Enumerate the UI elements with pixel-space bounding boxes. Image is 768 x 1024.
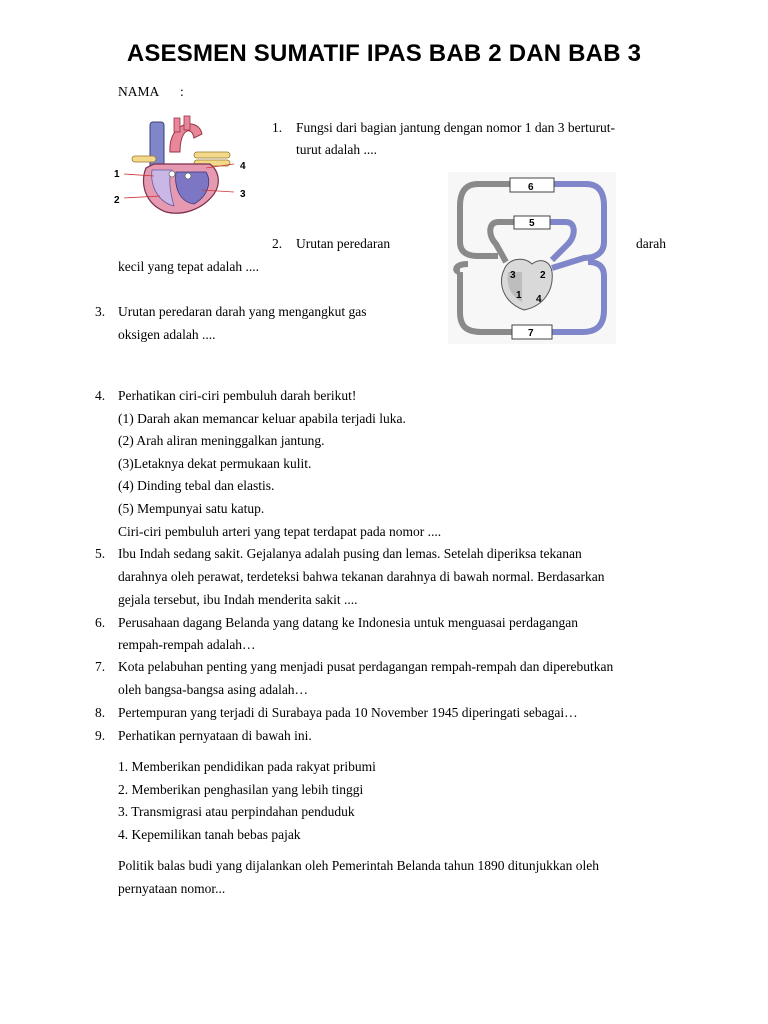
q6-line1: Perusahaan dagang Belanda yang datang ke Indonesia untuk menguasai perdagangan [118, 615, 578, 630]
circulation-diagram [448, 172, 616, 344]
q9-line1: Politik balas budi yang dijalankan oleh Pemerintah Belanda tahun 1890 ditunjukkan oleh [118, 858, 600, 873]
q2-part2: darah [636, 236, 666, 251]
q5-line1: Ibu Indah sedang sakit. Gejalanya adalah pusing dan lemas. Setelah diperiksa tekanan [118, 546, 582, 561]
name-colon: : [180, 84, 184, 99]
circ-label-2: 2 [540, 270, 546, 281]
heart-diagram [110, 112, 256, 220]
q9-item-1: 1. Memberikan pendidikan pada rakyat pribumi [118, 759, 376, 774]
q2-number: 2. [272, 236, 283, 251]
q9-item-3: 3. Transmigrasi atau perpindahan penduduk [118, 804, 355, 819]
circ-label-3: 3 [510, 270, 516, 281]
q6-line2: rempah-rempah adalah… [118, 637, 256, 652]
name-label: NAMA [118, 84, 160, 99]
q3-number: 3. [95, 304, 106, 319]
circ-label-5: 5 [529, 218, 535, 229]
q9-intro: Perhatikan pernyataan di bawah ini. [118, 728, 312, 743]
circ-label-4: 4 [536, 294, 542, 305]
q2-line2: kecil yang tepat adalah .... [118, 259, 259, 274]
heart-label-3: 3 [240, 189, 246, 200]
q5-number: 5. [95, 546, 106, 561]
heart-label-4: 4 [240, 161, 246, 172]
q7-line1: Kota pelabuhan penting yang menjadi pusat perdagangan rempah-rempah dan diperebutkan [118, 659, 614, 674]
q9-number: 9. [95, 728, 106, 743]
circ-label-1: 1 [516, 290, 522, 301]
q2-part1: Urutan peredaran [296, 236, 391, 251]
q9-item-4: 4. Kepemilikan tanah bebas pajak [118, 827, 301, 842]
q4-item-1: (1) Darah akan memancar keluar apabila terjadi luka. [118, 411, 406, 426]
q7-number: 7. [95, 659, 106, 674]
circ-label-6: 6 [528, 182, 534, 193]
q4-item-2: (2) Arah aliran meninggalkan jantung. [118, 433, 325, 448]
q9-line2: pernyataan nomor... [118, 881, 226, 896]
q6-number: 6. [95, 615, 106, 630]
q5-line2: darahnya oleh perawat, terdeteksi bahwa tekanan darahnya di bawah normal. Berdasarkan [118, 569, 605, 584]
q8-line1: Pertempuran yang terjadi di Surabaya pada 10 November 1945 diperingati sebagai… [118, 705, 578, 720]
q1-number: 1. [272, 120, 283, 135]
q3-line2: oksigen adalah .... [118, 327, 216, 342]
q4-item-3: (3)Letaknya dekat permukaan kulit. [118, 456, 312, 471]
q5-line3: gejala tersebut, ibu Indah menderita sakit .... [118, 592, 358, 607]
q4-item-5: (5) Mempunyai satu katup. [118, 501, 265, 516]
heart-label-2: 2 [114, 195, 120, 206]
q4-number: 4. [95, 388, 106, 403]
q8-number: 8. [95, 705, 106, 720]
q9-item-2: 2. Memberikan penghasilan yang lebih tinggi [118, 782, 364, 797]
q3-line1: Urutan peredaran darah yang mengangkut gas [118, 304, 367, 319]
circ-label-7: 7 [528, 328, 534, 339]
page-title: ASESMEN SUMATIF IPAS BAB 2 DAN BAB 3 [126, 40, 642, 67]
q1-line2: turut adalah .... [296, 142, 377, 157]
q4-item-4: (4) Dinding tebal dan elastis. [118, 478, 275, 493]
q7-line2: oleh bangsa-bangsa asing adalah… [118, 682, 309, 697]
q4-question: Ciri-ciri pembuluh arteri yang tepat terdapat pada nomor .... [118, 524, 442, 539]
q1-line1: Fungsi dari bagian jantung dengan nomor 1 dan 3 berturut- [296, 120, 616, 135]
q4-intro: Perhatikan ciri-ciri pembuluh darah berikut! [118, 388, 357, 403]
heart-label-1: 1 [114, 169, 120, 180]
